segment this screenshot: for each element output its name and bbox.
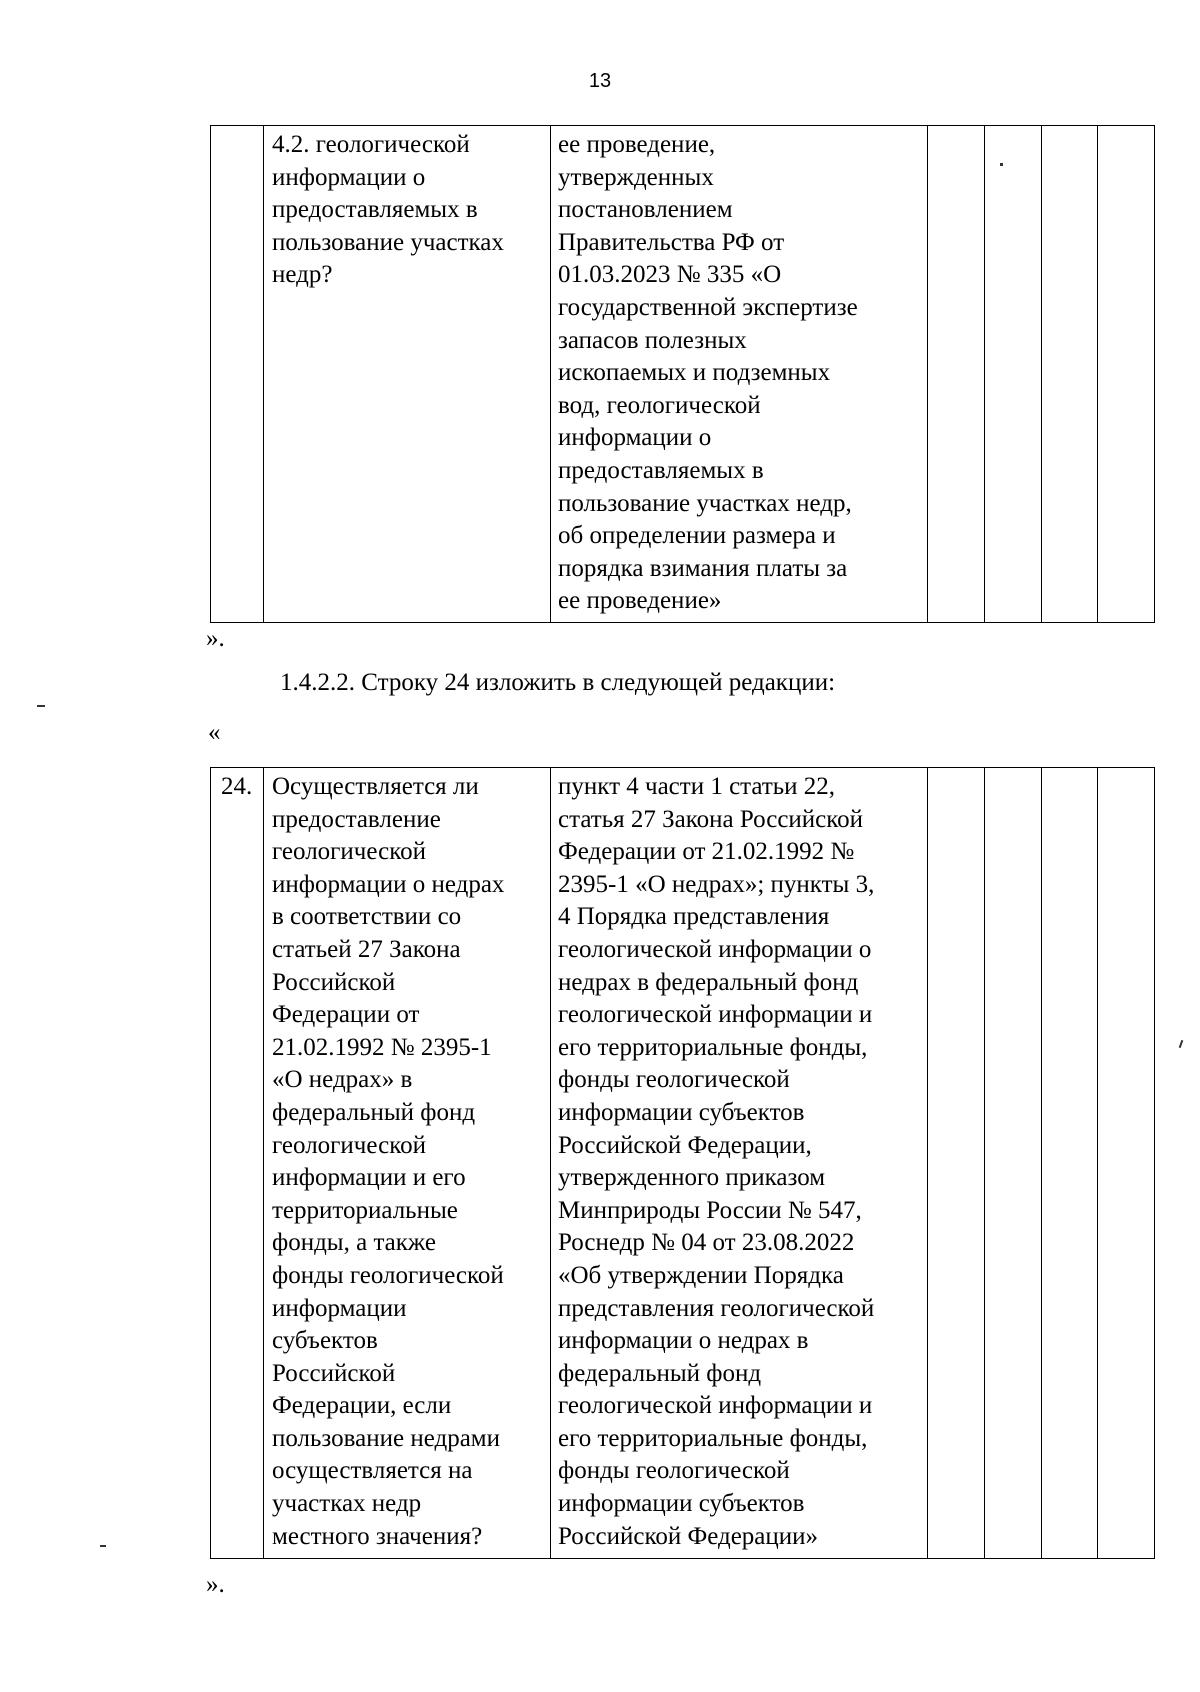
note-cell: [1098, 768, 1155, 1559]
legal-basis-cell: ее проведение, утвержденных постановлением Правительства РФ от 01.03.2023 № 335 «О государственной экспертизе запасов полезных ископаемых и подземных вод, геологической информации о предоставляемых в пользование участках недр, об определении размера и порядка взимания платы за ее проведение»: [551, 126, 928, 623]
answer-cell: [1042, 768, 1098, 1559]
answer-cell: [1042, 126, 1098, 623]
scan-speck: [1000, 163, 1003, 166]
note-cell: [1098, 126, 1155, 623]
scan-speck: [100, 1545, 106, 1547]
closing-quote-mark: ».: [206, 625, 225, 652]
closing-quote-mark: ».: [206, 1571, 225, 1598]
legal-basis-cell: пункт 4 части 1 статьи 22, статья 27 Закона Российской Федерации от 21.02.1992 № 2395-1 «О недрах»; пункты 3, 4 Порядка представления геологической информации о недрах в федеральный фонд геологической информации и его территориальные фонды, фонды геологической информации субъектов Российской Федерации, утвержденного приказом Минприроды России № 547, Роснедр № 04 от 23.08.2022 «Об утверждении Порядка представления геологической информации о недрах в федеральный фонд геологической информации и его территориальные фонды, фонды геологической информации субъектов Российской Федерации»: [551, 768, 928, 1559]
question-cell: 4.2. геологической информации о предоставляемых в пользование участках недр?: [264, 126, 551, 623]
answer-cell: [928, 126, 985, 623]
checklist-table-continuation: [210, 125, 1155, 623]
answer-cell: [928, 768, 985, 1559]
opening-quote-mark: «: [208, 719, 221, 746]
question-cell: Осуществляется ли предоставление геологической информации о недрах в соответствии со статьей 27 Закона Российской Федерации от 21.02.1992 № 2395-1 «О недрах» в федеральный фонд геологической информации и его территориальные фонды, а также фонды геологической информации субъектов Российской Федерации, если пользование недрами осуществляется на участках недр местного значения?: [264, 768, 551, 1559]
page-number: 13: [588, 70, 612, 92]
table-row: [211, 126, 1155, 623]
scan-speck: [1179, 1040, 1184, 1048]
scan-speck: [37, 705, 45, 707]
answer-cell: [985, 126, 1042, 623]
answer-cell: [985, 768, 1042, 1559]
checklist-table-row-24: [210, 767, 1155, 1559]
amendment-instruction: 1.4.2.2. Строку 24 изложить в следующей редакции:: [280, 669, 836, 696]
row-number-cell: 24.: [211, 768, 264, 1559]
table-row: [211, 768, 1155, 1559]
row-number-cell: [211, 126, 264, 623]
